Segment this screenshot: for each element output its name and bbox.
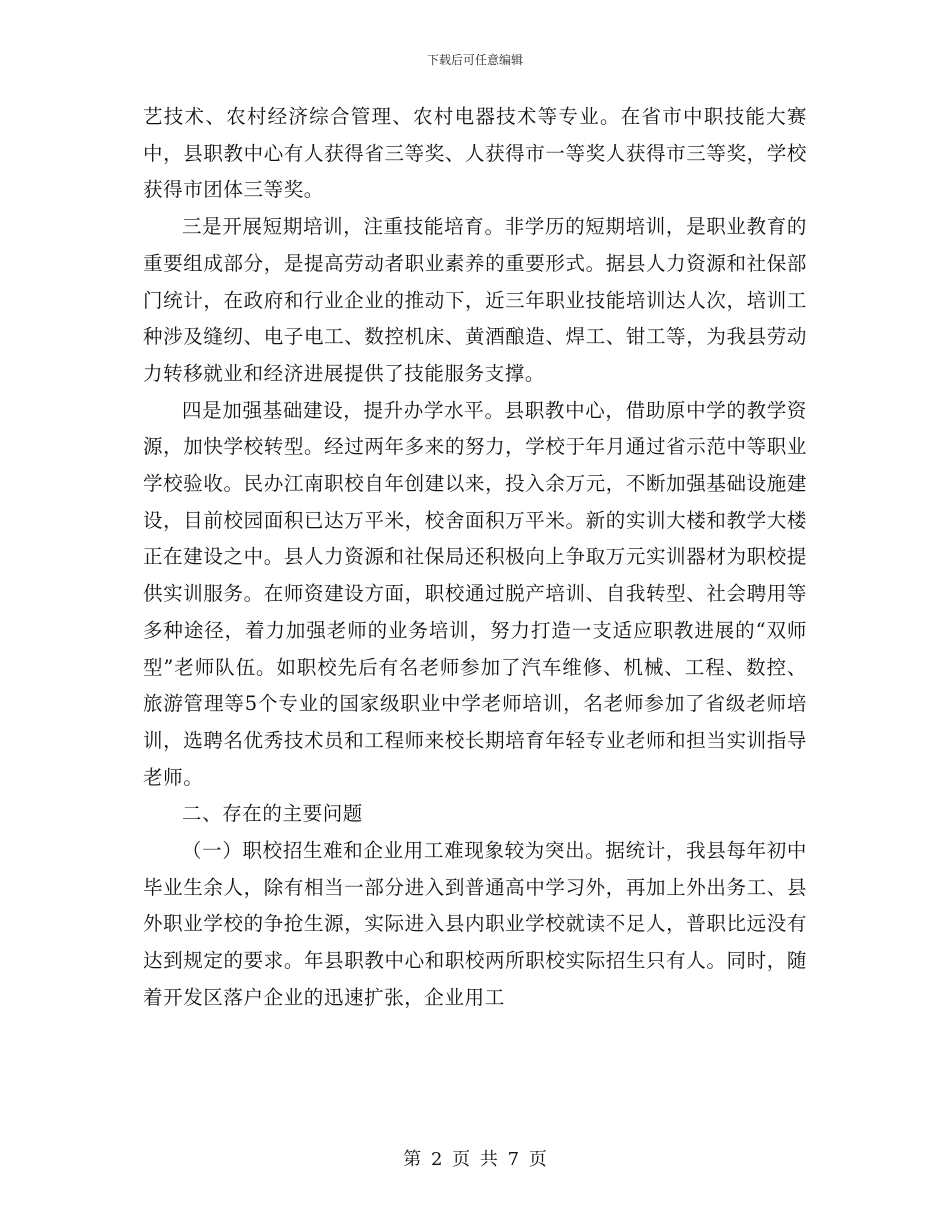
page-header: 下载后可任意编辑 xyxy=(426,53,523,67)
page-footer: 第 2 页 共 7 页 xyxy=(403,1149,547,1170)
paragraph-enrollment-problem: （一）职校招生难和企业用工难现象较为突出。据统计，我县每年初中毕业生余人，除有相当一部分进入到普通高中学习外，再加上外出务工、县外职业学校的争抢生源，实际进入县内职业学校就读不足人，普职比远没有达到规定的要求。年县职教中心和职校两所职校实际招生只有人。同时，随着开发区落户企业的迅速扩张，企业用工 xyxy=(143,839,807,1009)
paragraph-continuation: 艺技术、农村经济综合管理、农村电器技术等专业。在省市中职技能大赛中，县职教中心有人获得省三等奖、人获得市一等奖人获得市三等奖，学校获得市团体三等奖。 xyxy=(143,105,807,202)
paragraph-infrastructure: 四是加强基础建设，提升办学水平。县职教中心，借助原中学的教学资源，加快学校转型。经过两年多来的努力，学校于年月通过省示范中等职业学校验收。民办江南职校自年创建以来，投入余万元，不断加强基础设施建设，目前校园面积已达万平米，校舍面积万平米。新的实训大楼和教学大楼正在建设之中。县人力资源和社保局还积极向上争取万元实训器材为职校提供实训服务。在师资建设方面，职校通过脱产培训、自我转型、社会聘用等多种途径，着力加强老师的业务培训，努力打造一支适应职教进展的“双师型”老师队伍。如职校先后有名老师参加了汽车维修、机械、工程、数控、旅游管理等5个专业的国家级职业中学老师培训，名老师参加了省级老师培训，选聘名优秀技术员和工程师来校长期培育年轻专业老师和担当实训指导老师。 xyxy=(143,398,807,789)
document-body xyxy=(143,99,807,1017)
section-heading-main-problems: 二、存在的主要问题 xyxy=(182,802,363,826)
paragraph-short-term-training: 三是开展短期培训，注重技能培育。非学历的短期培训，是职业教育的重要组成部分，是提高劳动者职业素养的重要形式。据县人力资源和社保部门统计，在政府和行业企业的推动下，近三年职业技能培训达人次，培训工种涉及缝纫、电子电工、数控机床、黄酒酿造、焊工、钳工等，为我县劳动力转移就业和经济进展提供了技能服务支撑。 xyxy=(143,215,807,385)
